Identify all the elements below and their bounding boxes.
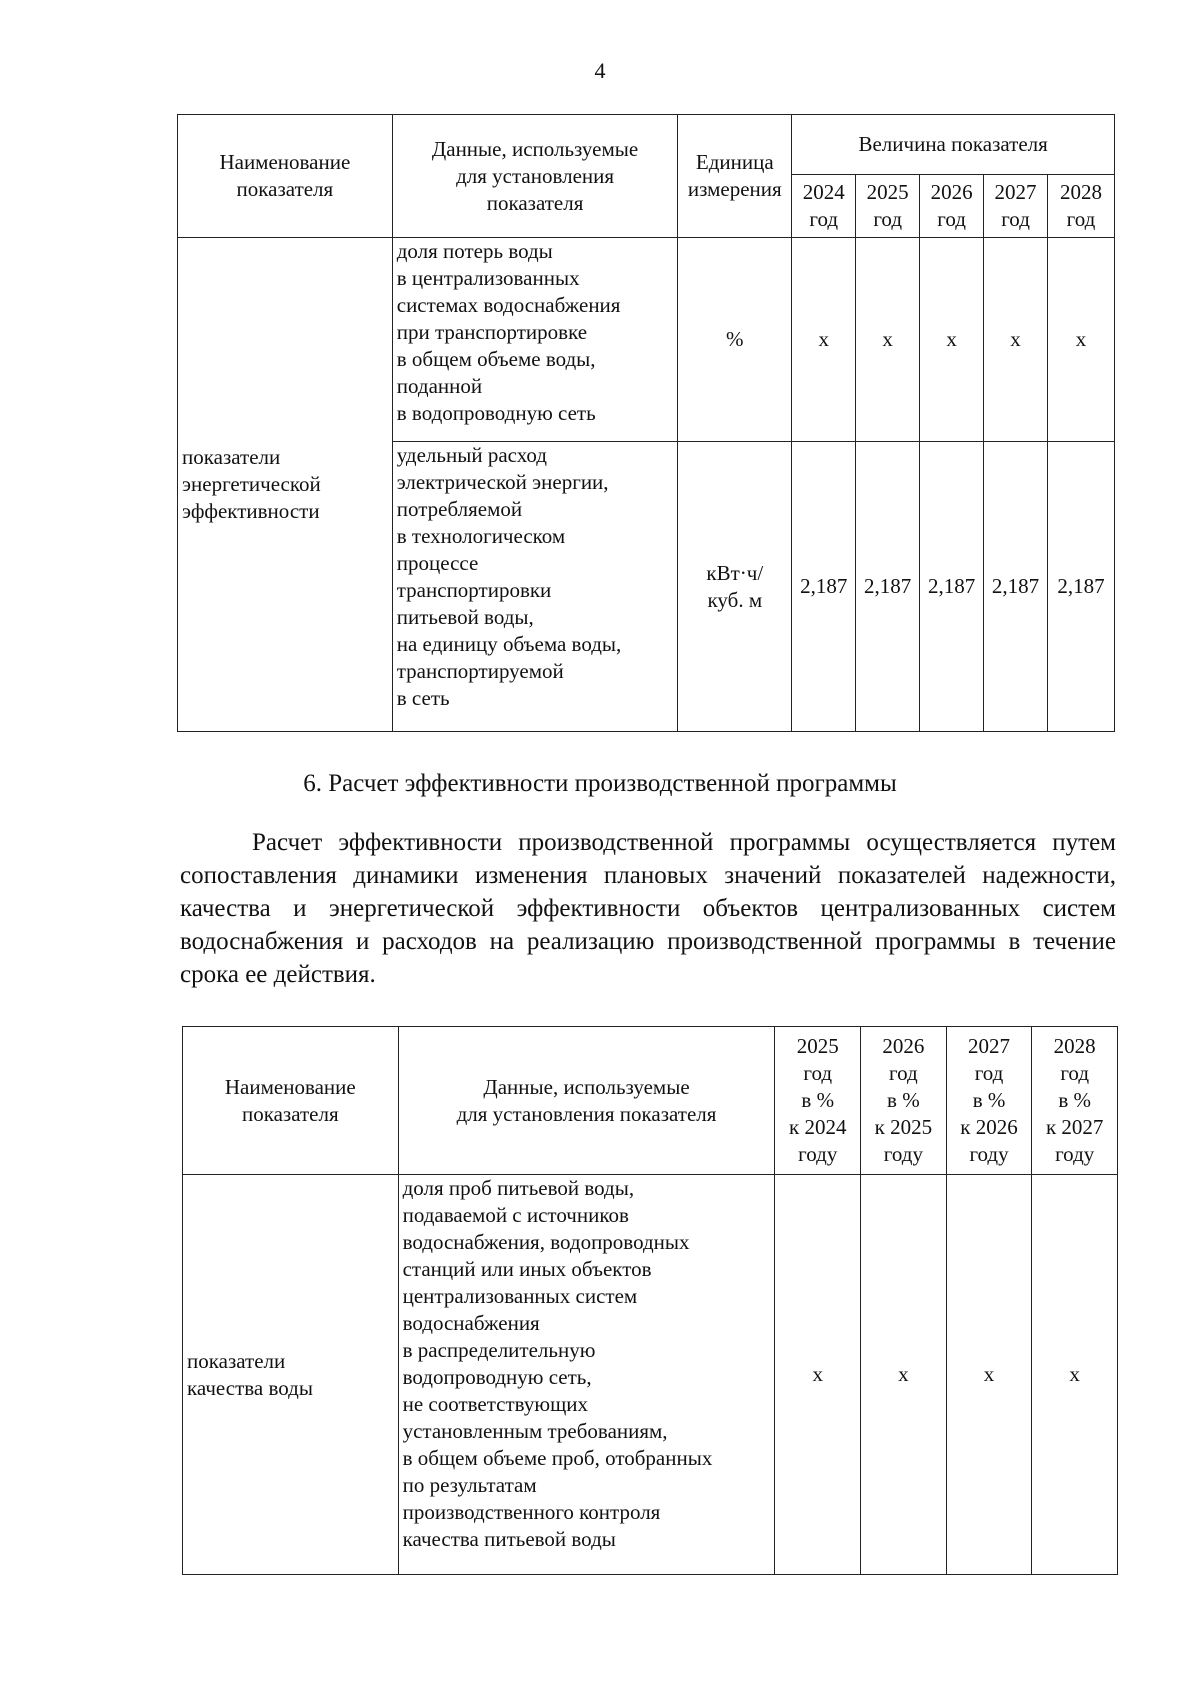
- indicator-value: 2,187: [792, 442, 856, 732]
- water-quality-table: [182, 1026, 1118, 1575]
- indicator-value: х: [775, 1175, 861, 1575]
- indicator-name: показатели качества воды: [183, 1175, 399, 1575]
- indicator-data: удельный расход электрической энергии, потребляемой в технологическом процессе транспортировки питьевой воды, на единицу объема воды, транспортируемой в сеть: [392, 442, 678, 732]
- header-year: 2027 год: [984, 175, 1048, 238]
- header-year: 2024 год: [792, 175, 856, 238]
- indicator-data: доля потерь воды в централизованных системах водоснабжения при транспортировке в общем объеме воды, поданной в водопроводную сеть: [392, 238, 678, 442]
- indicator-data: доля проб питьевой воды, подаваемой с источников водоснабжения, водопроводных станций или иных объектов централизованных систем водоснабжения в распределительную водопроводную сеть, не соответствующих установленным требованиям, в общем объеме проб, отобранных по результатам производственного контроля качества питьевой воды: [398, 1175, 775, 1575]
- indicator-unit: кВт·ч/ куб. м: [678, 442, 792, 732]
- indicator-value: 2,187: [856, 442, 920, 732]
- header-period: 2026 год в % к 2025 году: [861, 1027, 947, 1175]
- header-year: 2028 год: [1048, 175, 1115, 238]
- header-data: Данные, используемые для установления показателя: [398, 1027, 775, 1175]
- indicator-value: х: [1032, 1175, 1118, 1575]
- header-data: Данные, используемые для установления показателя: [392, 115, 678, 238]
- indicator-value: х: [792, 238, 856, 442]
- header-year: 2026 год: [920, 175, 984, 238]
- section-heading: 6. Расчет эффективности производственной программы: [303, 770, 897, 797]
- header-period: 2027 год в % к 2026 году: [946, 1027, 1032, 1175]
- header-year: 2025 год: [856, 175, 920, 238]
- indicator-value: х: [856, 238, 920, 442]
- header-period: 2028 год в % к 2027 году: [1032, 1027, 1118, 1175]
- section-paragraph: Расчет эффективности производственной программы осуществляется путем сопоставления динамики изменения плановых значений показателей надежности, качества и энергетической эффективности объектов централизованных систем водоснабжения и расходов на реализацию производственной программы в течение срока ее действия.: [180, 829, 1116, 988]
- table-row: [183, 1175, 1118, 1575]
- header-value-group: Величина показателя: [792, 115, 1115, 175]
- indicator-value: 2,187: [1048, 442, 1115, 732]
- header-name: Наименование показателя: [178, 115, 393, 238]
- indicator-value: х: [861, 1175, 947, 1575]
- indicator-value: 2,187: [920, 442, 984, 732]
- indicator-value: х: [984, 238, 1048, 442]
- page-number: 4: [594, 58, 606, 83]
- indicator-value: х: [920, 238, 984, 442]
- table-row: [178, 238, 1115, 442]
- header-unit: Единица измерения: [678, 115, 792, 238]
- indicator-value: х: [1048, 238, 1115, 442]
- indicator-value: 2,187: [984, 442, 1048, 732]
- indicator-value: х: [946, 1175, 1032, 1575]
- header-name: Наименование показателя: [183, 1027, 399, 1175]
- indicator-unit: %: [678, 238, 792, 442]
- header-period: 2025 год в % к 2024 году: [775, 1027, 861, 1175]
- energy-efficiency-table: [177, 114, 1115, 732]
- indicator-group-name: показатели энергетической эффективности: [178, 238, 393, 732]
